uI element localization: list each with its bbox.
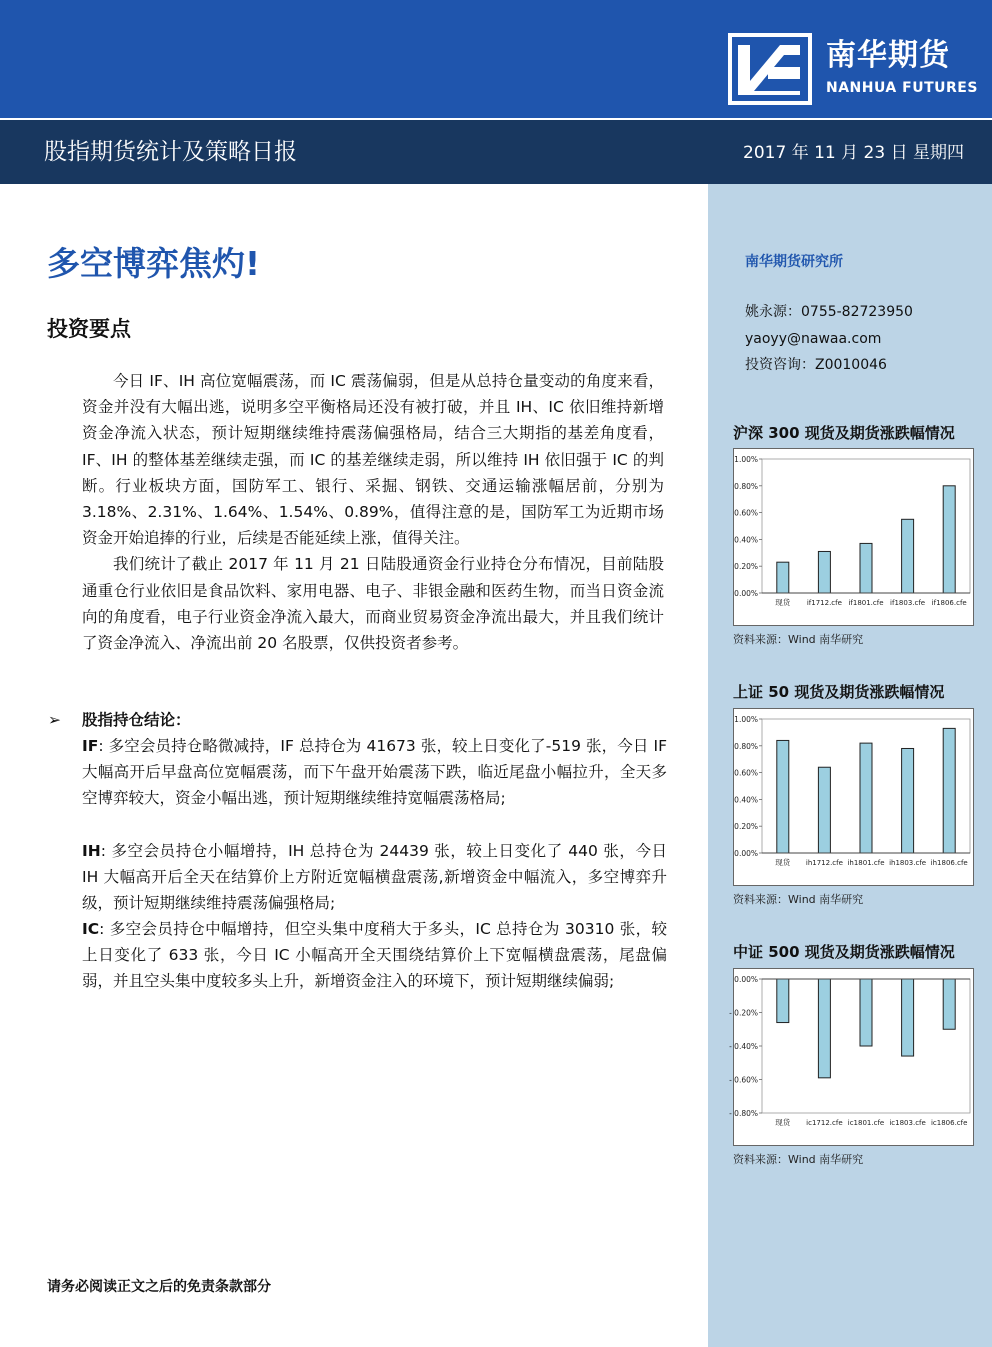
title-band [0,120,992,184]
chart-title-hs300: 沪深 300 现货及期货涨跌幅情况 [733,424,955,442]
chart-source-sz50: 资料来源：Wind 南华研究 [733,893,864,906]
if-text: : 多空会员持仓略微减持，IF 总持仓为 41673 张，较上日变化了-519 张，今日 IF 大幅高开后早盘高位宽幅震荡，而下午盘开始震荡下跌，临近尾盘小幅拉升，全天多空博弈较大，资金小幅出逃，预计短期继续维持宽幅震荡格局; [82,737,667,808]
report-name: 股指期货统计及策略日报 [44,139,297,165]
bar [943,486,955,593]
summary-body [82,368,664,656]
x-tick-label: 现货 [775,858,791,867]
contact-license: 投资咨询：Z0010046 [745,357,887,373]
bar [818,551,830,593]
y-tick-label: 1.00% [734,715,758,724]
section-title: 投资要点 [47,317,131,341]
research-dept: 南华期货研究所 [745,254,843,270]
y-tick-label: 0.80% [734,741,758,751]
ic-conclusion [82,916,667,995]
chart-source-hs300: 资料来源：Wind 南华研究 [733,633,864,646]
y-tick-label: 0.60% [734,508,758,518]
ic-text: : 多空会员持仓中幅增持，但空头集中度稍大于多头，IC 总持仓为 30310 张，较上日变化了 633 张，今日 IC 小幅高开全天围绕结算价上下宽幅横盘震荡，尾盘偏弱，并且空头集中度较多头上升，新增资金注入的环境下，预计短期继续偏弱; [82,920,667,991]
y-tick-label: 0.00% [734,975,758,984]
y-tick-label: 0.80% [734,481,758,491]
y-tick-label: 0.60% [734,768,758,778]
company-logo [728,33,988,105]
chart-hs300 [733,448,974,626]
bar [860,743,872,853]
x-tick-label: if1806.cfe [931,599,967,607]
x-tick-label: 现货 [775,598,791,607]
logo-name-en: NANHUA FUTURES [826,80,978,96]
x-tick-label: ic1712.cfe [806,1119,843,1127]
ih-text: : 多空会员持仓小幅增持，IH 总持仓为 24439 张，较上日变化了 440 张，今日 IH 大幅高开后全天在结算价上方附近宽幅横盘震荡,新增资金中幅流入，多空博弈升级，预计短期继续维持震荡偏强格局; [82,842,667,913]
bar [818,979,830,1078]
y-tick-label: 0.20% [734,562,758,572]
bar [943,728,955,853]
chart-sz50 [733,708,974,886]
chart-title-zz500: 中证 500 现货及期货涨跌幅情况 [733,943,955,961]
chart-zz500 [729,968,974,1146]
bar [818,767,830,853]
paragraph: 我们统计了截止 2017 年 11 月 21 日陆股通资金行业持仓分布情况，目前陆股通重仓行业依旧是食品饮料、家用电器、电子、非银金融和医药生物，而当日资金流向的角度看，电子行业资金净流入最大，而商业贸易资金净流出最大，并且我们统计了资金净流入、净流出前 20 名股票，仅供投资者参考。 [82,555,664,653]
y-tick-label: 0.40% [734,535,758,545]
x-tick-label: 现货 [775,1118,791,1127]
x-tick-label: if1803.cfe [890,599,926,607]
y-tick-label: 0.20% [734,822,758,832]
report-date: 2017 年 11 月 23 日 星期四 [743,143,964,163]
bar [902,979,914,1056]
y-tick-label: 0.40% [734,795,758,805]
bar [902,519,914,593]
arrow-bullet-icon: ➢ [48,711,61,729]
bar [902,748,914,853]
y-tick-label: - 0.60% [729,1075,758,1085]
bar [777,562,789,593]
logo-name-cn: 南华期货 [826,38,950,73]
y-tick-label: - 0.40% [729,1042,758,1051]
contact-analyst: 姚永源：0755-82723950 [745,304,913,320]
y-tick-label: 0.00% [734,849,758,858]
x-tick-label: ic1803.cfe [889,1119,926,1127]
x-tick-label: ic1806.cfe [930,1119,968,1127]
ih-conclusion [82,838,667,917]
paragraph: 今日 IF、IH 高位宽幅震荡，而 IC 震荡偏弱，但是从总持仓量变动的角度来看，资金并没有大幅出逃，说明多空平衡格局还没有被打破，并且 IH、IC 依旧维持新增资金净流入状态，预计短期继续维持震荡偏强格局，结合三大期指的基差角度看，IF、IH 的整体基差继续走强，而 IC 的基差继续走弱，所以维持 IH 依旧强于 IC 的判断。行业板块方面，国防军工、银行、采掘、钢铁、交通运输涨幅居前，分别为 3.18%、2.31%、1.64%、1.54%、0.89%，值得注意的是，国防军工为近期市场资金开始追捧的行业，后续是否能延续上涨，值得关注。 [82,372,664,548]
x-tick-label: ih1801.cfe [847,859,885,867]
bar [860,543,872,593]
headline: 多空博弈焦灼! [47,244,261,283]
logo-mark-icon [728,33,812,105]
ih-label: IH [82,842,101,860]
bar [777,979,789,1023]
bar [777,740,789,853]
contact-email[interactable]: yaoyy@nawaa.com [745,331,882,347]
bullet-title: 股指持仓结论： [82,711,191,729]
y-tick-label: - 0.80% [729,1109,758,1118]
bar [860,979,872,1046]
x-tick-label: ih1803.cfe [889,859,927,867]
x-tick-label: ih1806.cfe [930,859,968,867]
y-tick-label: - 0.20% [729,1008,758,1018]
x-tick-label: ih1712.cfe [805,859,843,867]
x-tick-label: if1801.cfe [848,599,884,607]
y-tick-label: 1.00% [734,455,758,464]
bar [943,979,955,1029]
chart-source-zz500: 资料来源：Wind 南华研究 [733,1153,864,1166]
x-tick-label: if1712.cfe [806,599,842,607]
y-tick-label: 0.00% [734,589,758,598]
if-label: IF [82,737,99,755]
chart-title-sz50: 上证 50 现货及期货涨跌幅情况 [733,683,945,701]
ic-label: IC [82,920,100,938]
if-conclusion [82,733,667,812]
footer-disclaimer-note: 请务必阅读正文之后的免责条款部分 [47,1279,271,1295]
x-tick-label: ic1801.cfe [847,1119,885,1127]
